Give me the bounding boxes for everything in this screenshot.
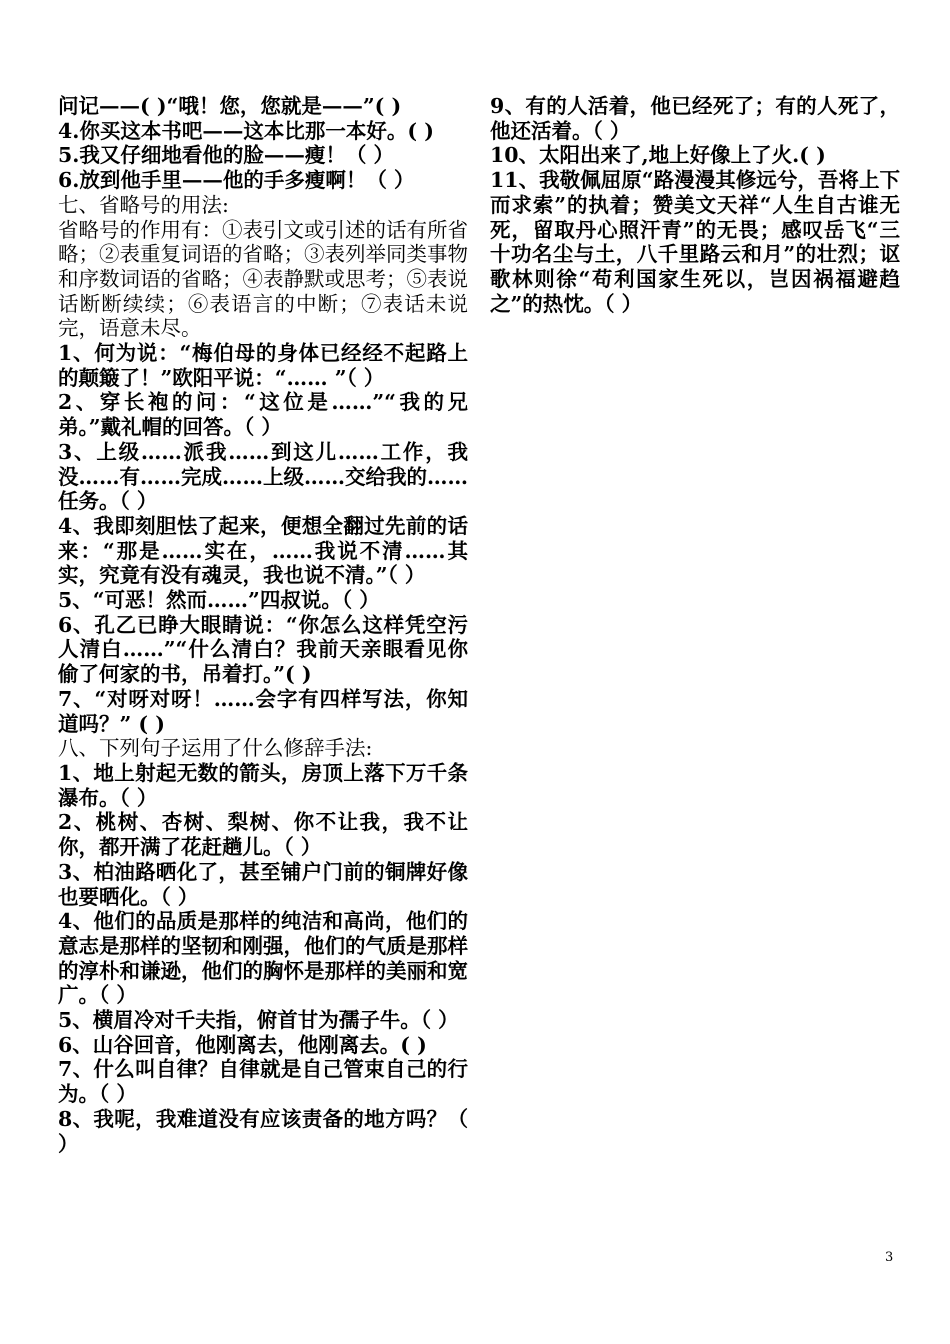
- question-item: 2、桃树、杏树、梨树、你不让我，我不让你，都开满了花赶趟儿。（ ）: [58, 810, 468, 860]
- question-item: 4、我即刻胆怯了起来，便想全翻过先前的话来：“那是……实在，……我说不清……其实，究竟有没有魂灵，我也说不清。”（ ）: [58, 513, 468, 588]
- question-item: 10、太阳出来了,地上好像上了火.( ): [490, 143, 826, 168]
- section-heading-ellipsis: 七、省略号的用法:: [58, 192, 229, 217]
- left-column: [58, 94, 468, 1156]
- question-item: 1、何为说：“梅伯母的身体已经经不起路上的颠簸了！”欧阳平说：“…… ”（ ）: [58, 341, 468, 390]
- question-item: 6、孔乙已睁大眼睛说：“你怎么这样凭空污人清白……”“什么清白？我前天亲眼看见你偷了何家的书，吊着打。”( ): [58, 612, 468, 687]
- question-item: 5、“可恶！然而……”四叔说。（ ）: [58, 588, 380, 613]
- question-item: 3、上级……派我……到这儿……工作，我没……有……完成……上级……交给我的……任务。（ ）: [58, 439, 468, 514]
- ellipsis-usage-intro: 省略号的作用有：①表引文或引述的话有所省略；②表重复词语的省略；③表列举同类事物和序数词语的省略；④表静默或思考；⑤表说话断断续续；⑥表语言的中断；⑦表话未说完，语意未尽。: [58, 217, 468, 341]
- section-heading-rhetoric: 八、下列句子运用了什么修辞手法:: [58, 736, 373, 761]
- question-item: 9、有的人活着，他已经死了；有的人死了，他还活着。（ ）: [490, 94, 900, 143]
- question-item: 4.你买这本书吧——这本比那一本好。( ): [58, 118, 434, 143]
- question-item: 7、“对呀对呀！……会字有四样写法，你知道吗？” ( ): [58, 686, 468, 736]
- question-item: 6、山谷回音，他刚离去，他刚离去。( ): [58, 1032, 427, 1057]
- question-item: 5、横眉冷对千夫指，俯首甘为孺子牛。（ ）: [58, 1008, 459, 1033]
- question-item: 7、什么叫自律？自律就是自己管束自己的行为。（ ）: [58, 1057, 468, 1107]
- question-item: 5.我又仔细地看他的脸——瘦！（ ）: [58, 143, 395, 168]
- question-item: 8、我呢，我难道没有应该责备的地方吗？（ ）: [58, 1106, 468, 1156]
- question-item: 3、柏油路晒化了，甚至铺户门前的铜牌好像也要晒化。（ ）: [58, 859, 468, 909]
- right-column: [490, 94, 900, 316]
- question-item: 11、我敬佩屈原“路漫漫其修远兮，吾将上下而求索”的执着；赞美文天祥“人生自古谁无死，留取丹心照汗青”的无畏；感叹岳飞“三十功名尘与土，八千里路云和月”的壮烈；讴歌林则徐“苟利国家生死以，岂因祸福避趋之”的热忱。（ ）: [490, 168, 900, 316]
- question-item: 4、他们的品质是那样的纯洁和高尚，他们的意志是那样的坚韧和刚强，他们的气质是那样的淳朴和谦逊，他们的胸怀是那样的美丽和宽广。（ ）: [58, 909, 468, 1008]
- question-item: 6.放到他手里——他的手多瘦啊！（ ）: [58, 168, 415, 193]
- question-item: 问记——( )“哦！您，您就是——”( ): [58, 94, 402, 118]
- question-item: 2、穿长袍的问：“这位是……”“我的兄弟。”戴礼帽的回答。（ ）: [58, 390, 468, 440]
- page-number: 3: [885, 1250, 894, 1265]
- question-item: 1、地上射起无数的箭头，房顶上落下万千条瀑布。（ ）: [58, 760, 468, 810]
